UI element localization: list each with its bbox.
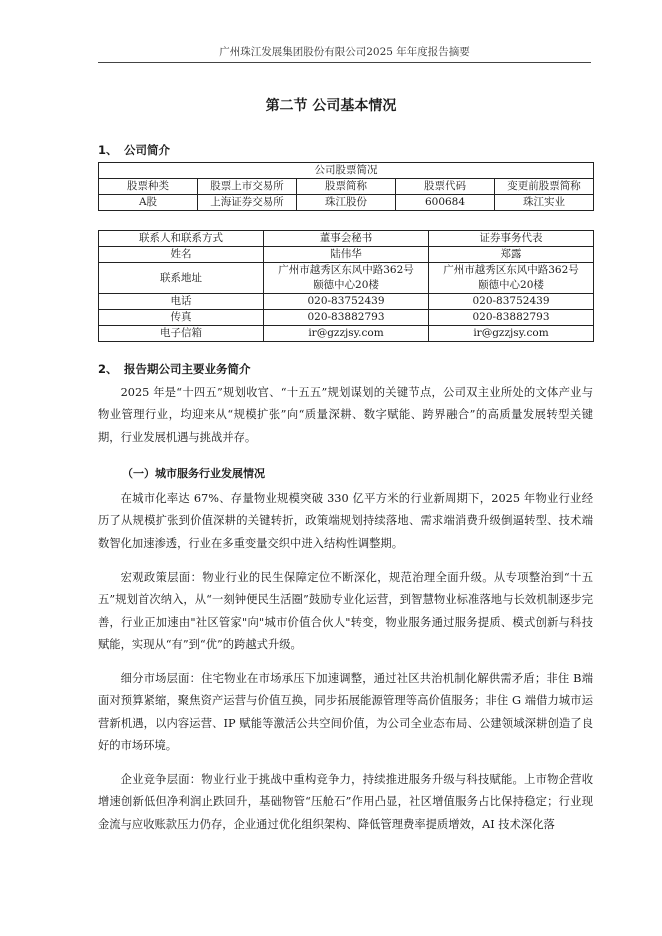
address-line: 颐德中心20楼 [313,279,379,291]
row-label: 电子信箱 [99,326,264,342]
table-cell: 珠江实业 [495,195,594,211]
table-cell [429,263,594,294]
row-label: 电话 [99,294,264,310]
table-cell: 020-83882793 [264,310,429,326]
table-cell: 郑露 [429,247,594,263]
table-cell: A股 [99,195,198,211]
table-cell: ir@gzzjsy.com [429,326,594,342]
row-label: 联系地址 [99,263,264,294]
section-title: 第二节 公司基本情况 [265,98,397,114]
table-header-row [99,179,594,195]
table-cell: 600684 [396,195,495,211]
heading-company-profile [98,142,170,158]
heading-business-overview [98,361,251,377]
table-row [99,326,594,342]
table-row [99,195,594,211]
table-caption: 公司股票简况 [99,163,594,179]
table-cell [264,263,429,294]
table-row [99,247,594,263]
heading-text: 报告期公司主要业务简介 [124,362,251,376]
paragraph-macro-policy: 宏观政策层面：物业行业的民生保障定位不断深化，规范治理全面升级。从专项整治到“十五五”规划首次纳入，从“一刻钟便民生活圈”鼓励专业化运营，到智慧物业标准落地与长效机制逐步完善，行业正加速由"社区管家"向"城市价值合伙人"转变，物业服务通过服务提质、模式创新与科技赋能，实现从“有”到“优”的跨越式升级。 [98,571,593,652]
column-header: 联系人和联系方式 [99,231,264,247]
table-row [99,294,594,310]
address-line: 颐德中心20楼 [478,279,544,291]
contact-info-table [98,230,594,342]
table-cell: 珠江股份 [297,195,396,211]
table-cell: ir@gzzjsy.com [264,326,429,342]
column-header: 董事会秘书 [264,231,429,247]
heading-number: 1、 [98,143,118,157]
stock-info-table [98,162,594,211]
paragraph-intro: 2025 年是“十四五”规划收官、“十五五”规划谋划的关键节点，公司双主业所处的文体产业与物业管理行业，均迎来从“规模扩张”向“质量深耕、数字赋能、跨界融合”的高质量发展转型关键期，行业发展机遇与挑战并存。 [98,386,593,444]
table-cell: 上海证券交易所 [198,195,297,211]
column-header: 股票上市交易所 [198,179,297,195]
paragraph-competition: 企业竞争层面：物业行业于挑战中重构竞争力，持续推进服务升级与科技赋能。上市物企营收增速创新低但净利润止跌回升，基础物管“压舱石”作用凸显，社区增值服务占比保持稳定；行业现金流与应收账款压力仍存，企业通过优化组织架构、降低管理费率提质增效，AI 技术深化落 [98,773,593,831]
heading-text: 公司简介 [124,143,170,157]
header-divider [98,62,591,63]
column-header: 证券事务代表 [429,231,594,247]
table-cell: 020-83882793 [429,310,594,326]
row-label: 姓名 [99,247,264,263]
heading-number: 2、 [98,362,118,376]
column-header: 股票种类 [99,179,198,195]
column-header: 股票代码 [396,179,495,195]
paragraph-industry: 在城市化率达 67%、存量物业规模突破 330 亿平方米的行业新周期下，2025 年物业行业经历了从规模扩张到价值深耕的关键转折，政策端规划持续落地、需求端消费升级倒逼转型、技术端数智化加速渗透，行业在多重变量交织中进入结构性调整期。 [98,492,593,550]
table-row [99,310,594,326]
column-header: 变更前股票简称 [495,179,594,195]
table-cell: 020-83752439 [264,294,429,310]
table-cell: 陆伟华 [264,247,429,263]
page-header: 广州珠江发展集团股份有限公司2025 年年度报告摘要 [219,46,470,58]
address-line: 广州市越秀区东风中路362号 [443,264,579,276]
paragraph-market-segments: 细分市场层面：住宅物业在市场承压下加速调整，通过社区共治机制化解供需矛盾；非住 B端面对预算紧缩，聚焦资产运营与价值互换，同步拓展能源管理等高价值服务；非住 G 端借力城市运营新机遇，以内容运营、IP 赋能等激活公共空间价值，为公司全业态布局、公建领域深耕创造了良好的市场环境。 [98,672,593,753]
table-header-row [99,231,594,247]
table-cell: 020-83752439 [429,294,594,310]
subheading-city-services: （一）城市服务行业发展情况 [122,467,265,480]
column-header: 股票简称 [297,179,396,195]
address-line: 广州市越秀区东风中路362号 [278,264,414,276]
table-row [99,263,594,294]
row-label: 传真 [99,310,264,326]
